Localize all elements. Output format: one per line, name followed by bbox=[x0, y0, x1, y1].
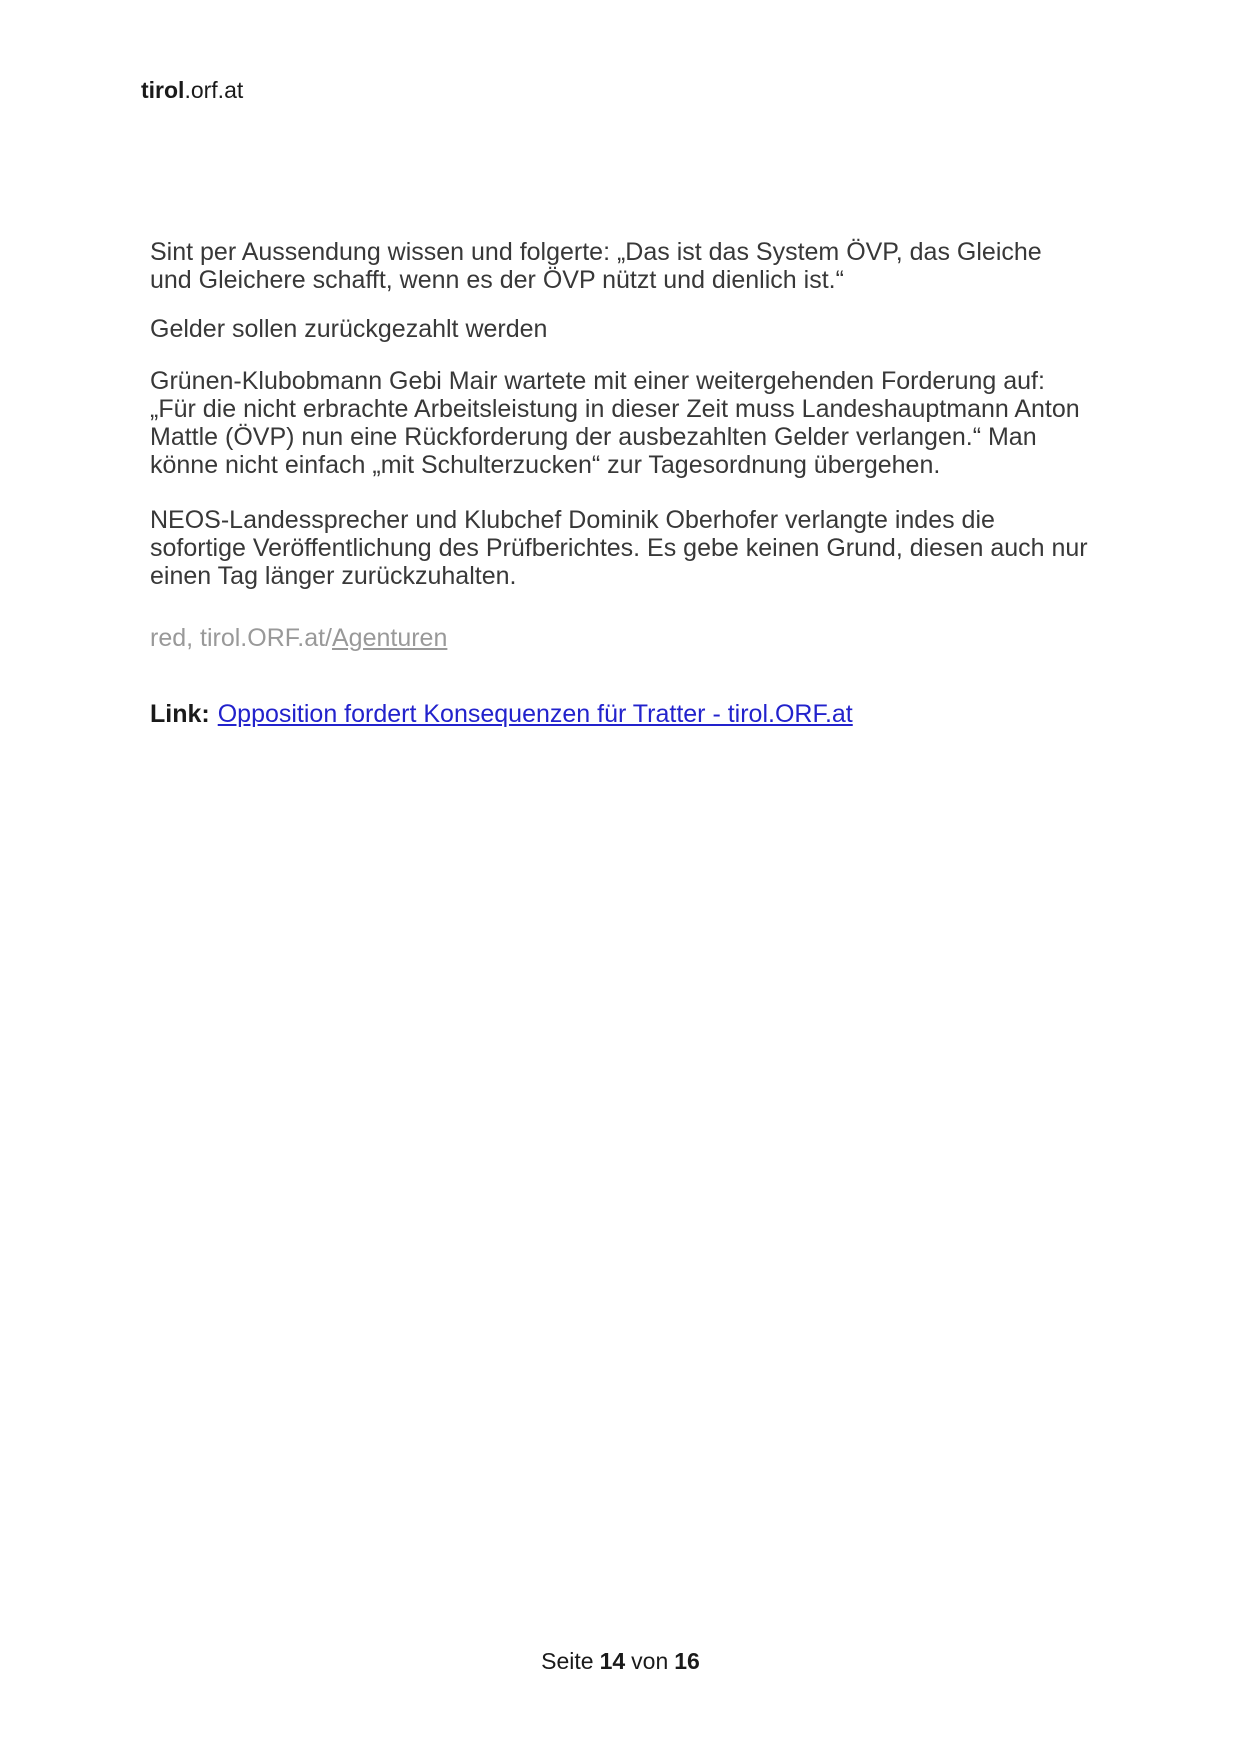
footer-total-pages: 16 bbox=[674, 1648, 700, 1674]
article-paragraph-1: Sint per Aussendung wissen und folgerte: „Das ist das System ÖVP, das Gleiche und Gleichere schafft, wenn es der ÖVP nützt und dienlich ist.“ bbox=[150, 238, 1042, 294]
footer-current-page: 14 bbox=[599, 1648, 626, 1674]
site-header bbox=[141, 77, 243, 103]
article-source-link[interactable]: Opposition fordert Konsequenzen für Tratter - tirol.ORF.at bbox=[217, 700, 853, 728]
footer-of-word: von bbox=[631, 1648, 669, 1674]
brand-domain: .orf.at bbox=[184, 77, 244, 103]
brand-name: tirol bbox=[141, 77, 185, 103]
article-paragraph-2: Grünen-Klubobmann Gebi Mair wartete mit einer weitergehenden Forderung auf: „Für die nicht erbrachte Arbeitsleistung in dieser Zeit muss Landeshauptmann Anton Mattle (ÖVP) nun eine Rückforderung der ausbezahlten Gelder verlangen.“ Man könne nicht einfach „mit Schulterzucken“ zur Tagesordnung übergehen. bbox=[150, 367, 1080, 479]
agenturen-link[interactable]: Agenturen bbox=[332, 624, 448, 652]
page-footer bbox=[0, 1648, 1241, 1675]
footer-page-word: Seite bbox=[541, 1648, 594, 1674]
byline-credit-text: red, tirol.ORF.at/ bbox=[150, 624, 332, 652]
link-row bbox=[150, 700, 1090, 728]
article-paragraph-3: NEOS-Landessprecher und Klubchef Dominik Oberhofer verlangte indes die sofortige Veröffentlichung des Prüfberichtes. Es gebe keinen Grund, diesen auch nur einen Tag länger zurückzuhalten. bbox=[150, 506, 1088, 590]
article-byline bbox=[150, 624, 1090, 652]
article-subheading: Gelder sollen zurückgezahlt werden bbox=[150, 315, 548, 343]
link-label: Link: bbox=[150, 700, 210, 728]
